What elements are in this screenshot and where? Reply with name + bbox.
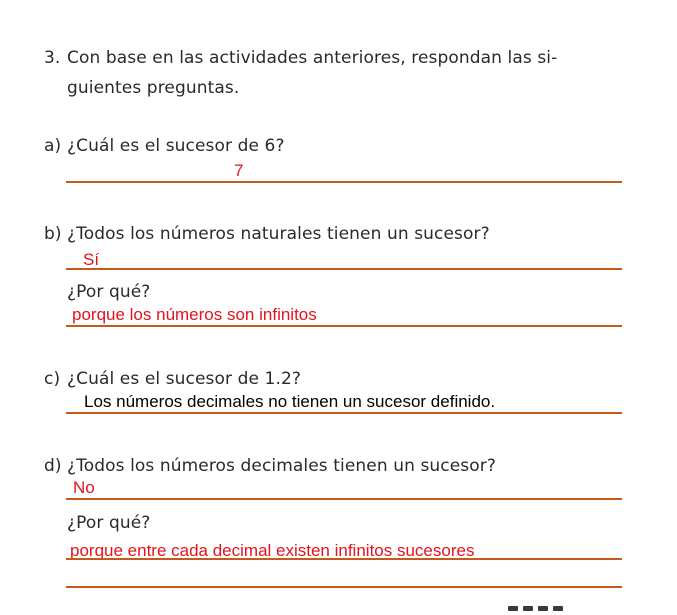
answer-a[interactable]: 7 [234,161,244,180]
question-a-text: ¿Cuál es el sucesor de 6? [67,136,285,156]
question-c-text: ¿Cuál es el sucesor de 1.2? [67,369,302,389]
answer-line-d [66,498,622,500]
question-b-label: b) [44,224,62,244]
question-d-why-label: ¿Por qué? [67,513,151,533]
question-a-label: a) [44,136,62,156]
answer-b[interactable]: Sí [83,250,100,269]
answer-line-c [66,412,622,414]
question-d-text: ¿Todos los números decimales tienen un sucesor? [67,456,496,476]
question-d-label: d) [44,456,62,476]
cropped-page-mark [508,596,574,602]
answer-d[interactable]: No [73,478,95,497]
answer-c[interactable]: Los números decimales no tienen un sucesor definido. [84,392,496,411]
answer-line-d-why [66,558,622,560]
answer-line-b-why [66,325,622,327]
answer-line-b [66,268,622,270]
answer-line-d-extra [66,586,622,588]
answer-b-why[interactable]: porque los números son infinitos [72,305,317,324]
question-c-label: c) [44,369,61,389]
problem-statement-line-2: guientes preguntas. [67,78,240,98]
problem-statement-line-1: Con base en las actividades anteriores, respondan las si- [67,48,558,68]
answer-d-why[interactable]: porque entre cada decimal existen infinitos sucesores [70,541,475,560]
answer-line-a [66,181,622,183]
problem-number: 3. [44,48,61,68]
question-b-why-label: ¿Por qué? [67,282,151,302]
question-b-text: ¿Todos los números naturales tienen un sucesor? [67,224,490,244]
